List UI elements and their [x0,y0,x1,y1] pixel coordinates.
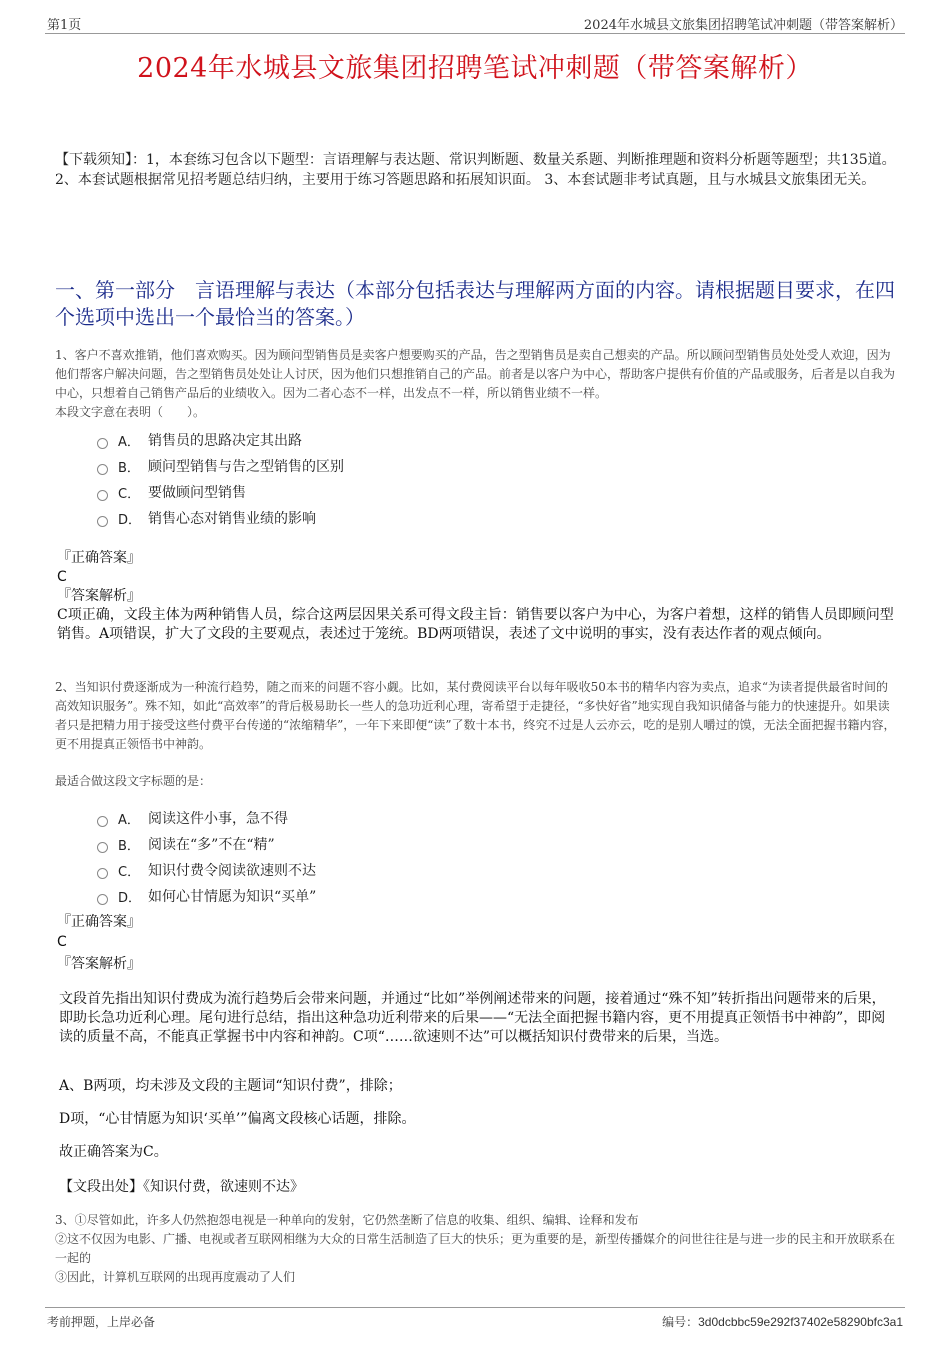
option-label: A． [118,434,140,450]
option-label: C． [118,864,141,880]
option-text: 要做顾问型销售 [148,485,246,501]
q2-option-d[interactable] [97,886,316,906]
download-notice: 【下载须知】：1，本套练习包含以下题型：言语理解与表达题、常识判断题、数量关系题、判断推理题和资料分析题等题型；共135道。 2、本套试题根据常见招考题总结归纳，主要用于练习答题思路和拓展知识面。 3、本套试题非考试真题，且与水城县文旅集团无关。 [55,152,896,188]
correct-answer: C [57,569,67,585]
page-number: 第1页 [47,18,82,33]
radio-button[interactable] [97,868,108,879]
option-label: D． [118,512,142,528]
question-2-body: 2、当知识付费逐渐成为一种流行趋势，随之而来的问题不容小觑。比如，某付费阅读平台以每年吸收50本书的精华内容为卖点，追求“为读者提供最省时间的高效知识服务”。殊不知，如此“高效率”的背后极易助长一些人的急功近利心理，寄希望于走捷径，“多快好省”地实现自我知识储备与能力的快速提升。如果读者只是把精力用于接受这些付费平台传递的“浓缩精华”，一年下来即便“读”了数十本书，终究不过是人云亦云，吃的是别人嚼过的馍，无法全面把握书籍内容，更不用提真正领悟书中神韵。 [55,680,896,751]
option-label: B． [118,460,140,476]
analysis-text: C项正确，文段主体为两种销售人员，综合这两层因果关系可得文段主旨：销售要以客户为中心，为客户着想，这样的销售人员即顾问型销售。A项错误，扩大了文段的主要观点，表述过于笼统。BD两项错误，表述了文中说明的事实，没有表达作者的观点倾向。 [57,607,894,642]
option-text: 如何心甘情愿为知识“买单” [148,889,317,905]
option-text: 阅读在“多”不在“精” [148,837,275,853]
question-3-text [55,1211,900,1287]
q3-sentence-3: ③因此，计算机互联网的出现再度震动了人们 [55,1270,296,1284]
option-text: 销售心态对销售业绩的影响 [148,511,316,527]
question-2-prompt: 最适合做这段文字标题的是： [55,774,212,788]
footer-code [662,1313,903,1330]
radio-button[interactable] [97,816,108,827]
option-text: 顾问型销售与告之型销售的区别 [148,459,344,475]
q1-option-a[interactable] [97,430,302,450]
radio-button[interactable] [97,490,108,501]
section-heading: 一、第一部分 言语理解与表达（本部分包括表达与理解两方面的内容。请根据题目要求，在四个选项中选出一个最恰当的答案。） [55,278,895,329]
footer-code-label: 编号： [662,1315,699,1329]
radio-button[interactable] [97,438,108,449]
q1-option-b[interactable] [97,456,344,476]
q2-option-c[interactable] [97,860,316,880]
analysis-heading: 『答案解析』 [57,588,141,604]
analysis-heading: 『答案解析』 [57,956,141,972]
option-text: 销售员的思路决定其出路 [148,433,302,449]
footer-divider [45,1307,905,1308]
q3-sentence-1: 3、①尽管如此，许多人仍然抱怨电视是一种单向的发射，它仍然垄断了信息的收集、组织、编辑、诠释和发布 [55,1213,639,1227]
option-label: D． [118,890,142,906]
footer-code-value: 3d0dcbbc59e292f37402e58290bfc3a1 [698,1315,903,1329]
answer-heading: 『正确答案』 [57,914,141,930]
radio-button[interactable] [97,894,108,905]
q3-sentence-2: ②这不仅因为电影、广播、电视或者互联网相继为大众的日常生活制造了巨大的快乐；更为重要的是，新型传播媒介的问世往往是与进一步的民主和开放联系在一起的 [55,1232,896,1265]
q1-answer-block [57,549,902,644]
q2-option-a[interactable] [97,808,288,828]
analysis-paragraph-2: A、B两项，均未涉及文段的主题词“知识付费”，排除； [59,1078,402,1094]
question-1-body: 1、客户不喜欢推销，他们喜欢购买。因为顾问型销售员是卖客户想要购买的产品，告之型销售员是卖自己想卖的产品。所以顾问型销售员处处受人欢迎，因为他们帮客户解决问题，告之型销售员处处让人讨厌，因为他们只想推销自己的产品。前者是以客户为中心，帮助客户提供有价值的产品或服务，后者是以自我为中心，只想着自己销售产品后的业绩收入。因为二者心态不一样，出发点不一样，所以销售业绩不一样。 [55,348,896,400]
header-divider [45,33,905,34]
analysis-paragraph-3: D项，“心甘情愿为知识‘买单’”偏离文段核心话题，排除。 [59,1111,416,1127]
option-label: A． [118,812,140,828]
page-title: 2024年水城县文旅集团招聘笔试冲刺题（带答案解析） [137,53,813,84]
radio-button[interactable] [97,464,108,475]
analysis-conclusion: 故正确答案为C。 [59,1144,168,1160]
question-1-prompt: 本段文字意在表明（ ）。 [55,405,206,419]
question-1-text [55,346,900,422]
q2-option-b[interactable] [97,834,275,854]
option-label: B． [118,838,140,854]
q1-option-d[interactable] [97,508,316,528]
radio-button[interactable] [97,516,108,527]
source-citation: 【文段出处】《知识付费，欲速则不达》 [59,1179,304,1195]
radio-button[interactable] [97,842,108,853]
analysis-paragraph-1: 文段首先指出知识付费成为流行趋势后会带来问题，并通过“比如”举例阐述带来的问题，接着通过“殊不知”转折指出问题带来的后果，即助长急功近利心理。尾句进行总结，指出这种急功近利带来的后果——“无法全面把握书籍内容，更不用提真正领悟书中神韵”，即阅读的质量不高，不能真正掌握书中内容和神韵。C项“……欲速则不达”可以概括知识付费带来的后果，当选。 [59,991,886,1045]
correct-answer: C [57,934,67,950]
option-text: 知识付费令阅读欲速则不达 [148,863,316,879]
option-text: 阅读这件小事，急不得 [148,811,288,827]
header-doc-title: 2024年水城县文旅集团招聘笔试冲刺题（带答案解析） [583,18,903,33]
option-label: C． [118,486,141,502]
footer-slogan: 考前押题，上岸必备 [47,1315,156,1329]
answer-heading: 『正确答案』 [57,550,141,566]
q1-option-c[interactable] [97,482,246,502]
